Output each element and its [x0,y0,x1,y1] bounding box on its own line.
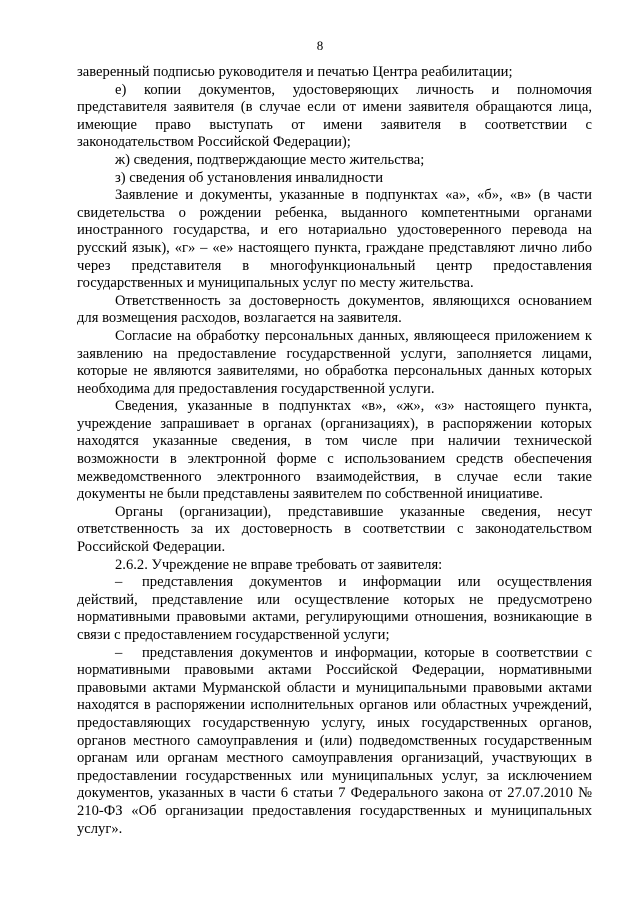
paragraph-organizations: Органы (организации), представившие указанные сведения, несут ответственность за их достоверность в соответствии с законодательством Российской Федерации. [77,503,592,556]
dash-item-text: представления документов и информации или осуществления действий, представление или осуществление которых не предусмотрено нормативными правовыми актами, регулирующими отношения, возникающие в связи с предоставлением государственной услуги; [77,574,592,643]
dash-mark: – [115,644,123,661]
paragraph-requests: Сведения, указанные в подпунктах «в», «ж», «з» настоящего пункта, учреждение запрашивает в органах (организациях), в распоряжении которых находятся указанные сведения, в том числе при наличии технической возможности в электронной форме с использованием средств обеспечения межведомственного электронного взаимодействия, в случае если такие документы не были представлены заявителем по собственной инициативе. [77,398,592,503]
paragraph-item-z: з) сведения об установления инвалидности [115,169,384,186]
dash-item-2 [77,645,592,839]
paragraph-submission: Заявление и документы, указанные в подпунктах «а», «б», «в» (в части свидетельства о рождении ребенка, выданного компетентными органами иностранного государства, и его нотариально удостоверенного перевода на русский язык), «г» – «е» настоящего пункта, граждане представляют лично либо через представителя в многофункциональный центр предоставления государственных и муниципальных услуг по месту жительства. [77,187,592,292]
document-body [77,64,592,838]
dash-item-text: представления документов и информации, которые в соответствии с нормативными правовыми актами Российской Федерации, нормативными правовыми актами Мурманской области и муниципальными правовыми актами находятся в распоряжении исполнительных органов или областных учреждений, предоставляющих государственную услугу, иных государственных органов, органов местного самоуправления и (или) подведомственных государственным органам или органам местного самоуправления организаций, участвующих в предоставлении государственных или муниципальных услуг, за исключением документов, указанных в части 6 статьи 7 Федерального закона от 27.07.2010 № 210-ФЗ «Об организации предоставления государственных и муниципальных услуг». [77,644,592,837]
dash-mark: – [115,574,123,591]
dash-item-1 [77,574,592,644]
paragraph-1: заверенный подписью руководителя и печатью Центра реабилитации; [77,64,513,80]
paragraph-item-zh: ж) сведения, подтверждающие место жительства; [115,151,425,168]
paragraph-2-6-2: 2.6.2. Учреждение не вправе требовать от заявителя: [115,556,443,573]
paragraph-consent: Согласие на обработку персональных данных, являющееся приложением к заявлению на предоставление государственной услуги, заполняется лицами, которые не являются заявителями, но обработка персональных данных которых необходима для предоставления государственной услуги. [77,327,592,397]
page-number: 8 [316,38,324,53]
paragraph-responsibility: Ответственность за достоверность документов, являющихся основанием для возмещения расходов, возлагается на заявителя. [77,292,592,327]
paragraph-item-e: е) копии документов, удостоверяющих личность и полномочия представителя заявителя (в случае если от имени заявителя обращаются лица, имеющие право выступать от имени заявителя в соответствии с законодательством Российской Федерации); [77,81,592,151]
